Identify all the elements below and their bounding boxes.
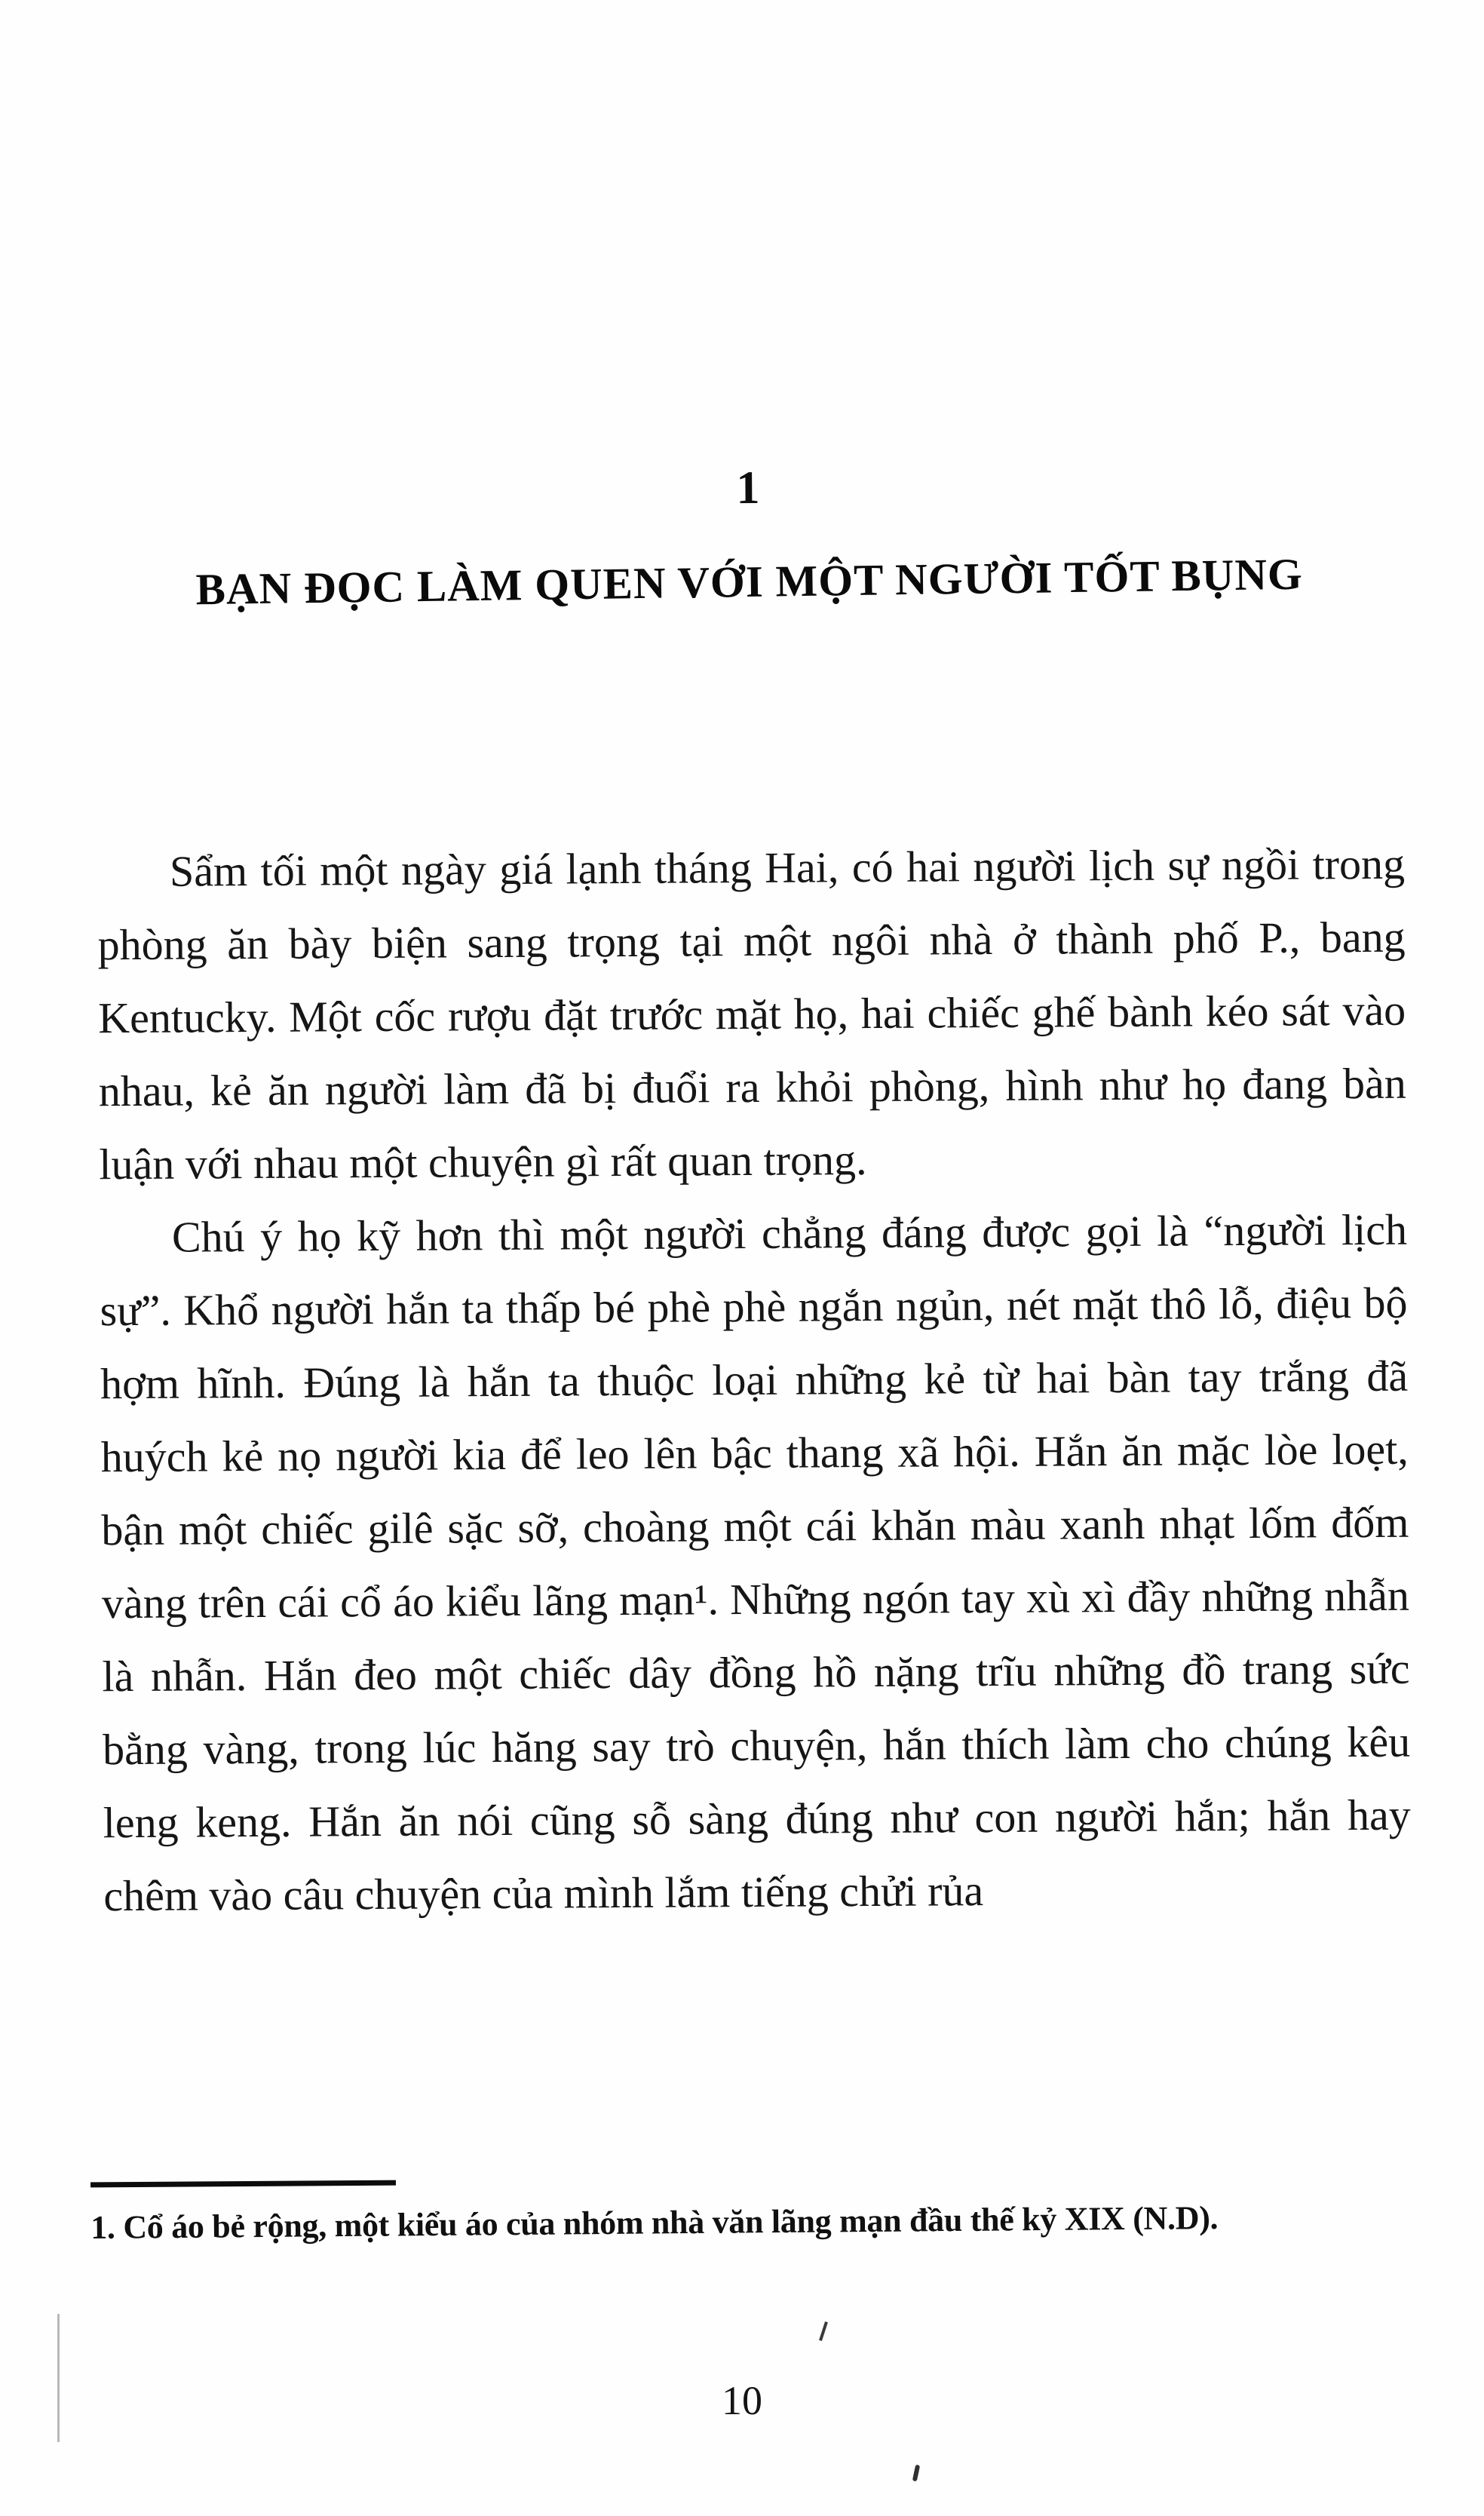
scan-artifact: [819, 2321, 828, 2341]
scan-artifact: [57, 2314, 60, 2442]
footnote: 1. Cổ áo bẻ rộng, một kiểu áo của nhóm nhà văn lãng mạn đầu thế kỷ XIX (N.D).: [90, 2198, 1219, 2246]
scan-artifact: [912, 2465, 920, 2482]
footnote-divider: [90, 2180, 396, 2188]
page-number: 10: [722, 2378, 762, 2423]
paragraph-2: Chú ý họ kỹ hơn thì một người chẳng đáng được gọi là “người lịch sự”. Khổ người hắn ta thấp bé phè phè ngắn ngủn, nét mặt thô lỗ, điệu bộ hợm hĩnh. Đúng là hắn ta thuộc loại những kẻ từ hai bàn tay trắng đã huých kẻ nọ người kia để leo lên bậc thang xã hội. Hắn ăn mặc lòe loẹt, bận một chiếc gilê sặc sỡ, choàng một cái khăn màu xanh nhạt lốm đốm vàng trên cái cổ áo kiểu lãng mạn¹. Những ngón tay xù xì đầy những nhẫn là nhẫn. Hắn đeo một chiếc dây đồng hồ nặng trĩu những đồ trang sức bằng vàng, trong lúc hăng say trò chuyện, hắn thích làm cho chúng kêu leng keng. Hắn ăn nói cũng sỗ sàng đúng như con người hắn; hắn hay chêm vào câu chuyện của mình lắm tiếng chửi rủa: [100, 1204, 1411, 1921]
page-content: [92, 0, 1412, 1932]
chapter-title: BẠN ĐỌC LÀM QUEN VỚI MỘT NGƯỜI TỐT BỤNG: [195, 548, 1304, 615]
paragraph-1: Sẩm tối một ngày giá lạnh tháng Hai, có hai người lịch sự ngồi trong phòng ăn bày biện sang trọng tại một ngôi nhà ở thành phố P., bang Kentucky. Một cốc rượu đặt trước mặt họ, hai chiếc ghế bành kéo sát vào nhau, kẻ ăn người làm đã bị đuổi ra khỏi phòng, hình như họ đang bàn luận với nhau một chuyện gì rất quan trọng.: [97, 839, 1406, 1189]
body-text: [97, 827, 1412, 1933]
chapter-number: 1: [736, 462, 762, 514]
